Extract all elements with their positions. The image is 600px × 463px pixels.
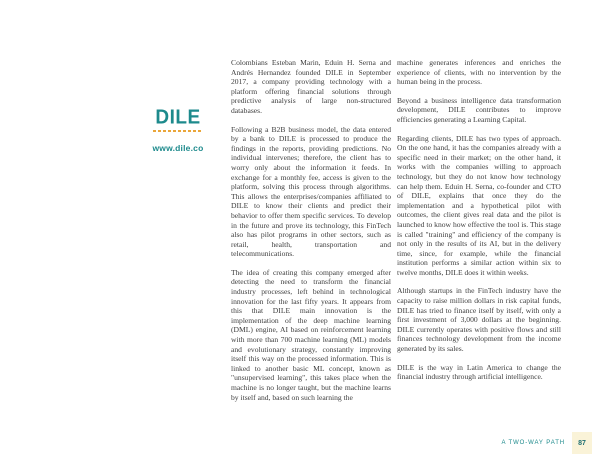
paragraph: Colombians Esteban Marin, Eduin H. Serna and Andrés Hernandez founded DILE in September 2017, a company providing technology with a platform offering financial solutions through predictive analysis of large non-structured databases. bbox=[231, 58, 391, 115]
page-footer bbox=[502, 432, 593, 454]
dile-logo: DILE bbox=[155, 106, 201, 129]
paragraph: Following a B2B business model, the data entered by a bank to DILE is processed to produce the findings in the reports, providing predictions. No individual intervenes; therefore, the client has to worry only about the information it feeds. In exchange for a monthly fee, access is given to the platform, solving this process through algorithms. This allows the enterprises/companies affiliated to DILE to know their clients and predict their behavior to offer them specific services. To develop in the future and prove its technology, this FinTech also has pilot programs in other sectors, such as retail, health, transportation and telecommunications. bbox=[231, 124, 391, 259]
paragraph: DILE is the way in Latin America to change the financial industry through artificial intelligence. bbox=[397, 362, 561, 382]
article-column-2 bbox=[397, 58, 561, 391]
logo-dashed-underline bbox=[153, 130, 203, 132]
paragraph: Beyond a business intelligence data transformation development, DILE contributes to improve efficiencies generating a Learning Capital. bbox=[397, 95, 561, 124]
page-number-badge: 87 bbox=[572, 432, 592, 454]
website-link[interactable]: www.dile.co bbox=[152, 143, 204, 153]
paragraph: Although startups in the FinTech industry have the capacity to raise million dollars in risk capital funds, DILE has tried to finance itself by itself, with only a first investment of 3,000 dollars at the beginning. DILE currently operates with positive flows and still finances technology development from the income generated by its sales. bbox=[397, 286, 561, 354]
article-column-1 bbox=[231, 58, 391, 411]
paragraph: machine generates inferences and enriches the experience of clients, with no intervention by the human being in the process. bbox=[397, 58, 561, 87]
paragraph: The idea of creating this company emerged after detecting the need to transform the financial industry processes, left behind in technological innovation for the last fifty years. It appears from this that DILE main innovation is the implementation of the deep machine learning (DML) engine, AI based on reinforcement learning with more than 700 machine learning (ML) models and evolutionary strategy, constantly improving itself this way on the processed information. This is linked to another basic ML concept, known as "unsupervised learning", this takes place when the machine is no longer taught, but the machine learns by itself and, based on such learning the bbox=[231, 267, 391, 402]
brand-block bbox=[146, 108, 210, 153]
chapter-title: A TWO-WAY PATH bbox=[501, 440, 565, 446]
paragraph: Regarding clients, DILE has two types of approach. On the one hand, it has the companies already with a specific need in their market; on the other hand, it works with the companies willing to approach technology, but they do not know how technology can help them. Eduin H. Serna, co-founder and CTO of DILE, explains that once they do the implementation and a hypothetical pilot with outcomes, the client gives real data and the pilot is launched to know how effective the tool is. This stage is called "training" and efficiency of the company is not only in the results of its AI, but in the delivery time, since, for example, while the financial institution performs a similar action within six to twelve months, DILE does it within weeks. bbox=[397, 133, 561, 277]
